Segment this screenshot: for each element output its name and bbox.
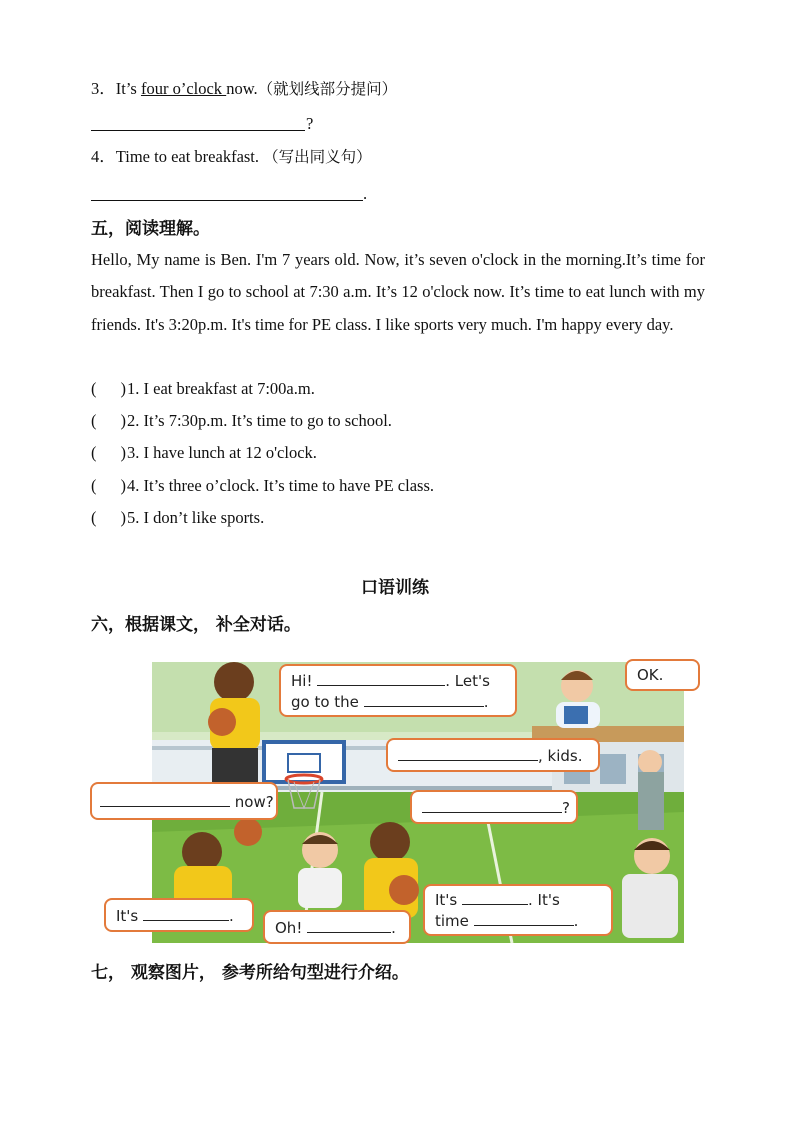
answer-line-3[interactable] bbox=[91, 130, 305, 131]
blank-place[interactable] bbox=[364, 692, 484, 707]
answer-end-4: . bbox=[363, 184, 368, 203]
blank-question[interactable] bbox=[422, 798, 562, 813]
answer-end-3: ? bbox=[306, 114, 314, 133]
answer-line-4[interactable] bbox=[91, 200, 363, 201]
speech-bubble-kids: , kids. bbox=[386, 738, 600, 772]
question-3: 3．It’s four o’clock now.（就划线部分提问） bbox=[91, 79, 398, 98]
blank-teacher[interactable] bbox=[398, 746, 538, 761]
tf-item-1[interactable]: ( )1. I eat breakfast at 7:00a.m. bbox=[91, 379, 315, 398]
blank-exclamation[interactable] bbox=[307, 918, 391, 933]
speech-bubble-now: now? bbox=[90, 782, 278, 820]
section-7-heading: 七， 观察图片， 参考所给句型进行介绍。 bbox=[91, 963, 409, 983]
dialogue-illustration bbox=[116, 662, 684, 943]
reading-passage: Hello, My name is Ben. I'm 7 years old. Now, it’s seven o'clock in the morning.It’s time for breakfast. Then I go to school at 7:30 a.m. It’s 12 o'clock now. It’s time to eat lunch with my friends. It's 3:20p.m. It's time for PE class. I like sports very much. I'm happy every day. bbox=[91, 250, 705, 334]
section-5-heading: 五，阅读理解。 bbox=[91, 219, 210, 239]
question-4: 4．Time to eat breakfast. （写出同义句） bbox=[91, 147, 372, 166]
oral-training-title: 口语训练 bbox=[361, 578, 429, 598]
tf-item-2[interactable]: ( )2. It’s 7:30p.m. It’s time to go to school. bbox=[91, 411, 392, 430]
tf-item-4[interactable]: ( )4. It’s three o’clock. It’s time to have PE class. bbox=[91, 476, 435, 495]
blank-question-time[interactable] bbox=[100, 792, 230, 807]
speech-bubble-its-time: It's . It's time . bbox=[423, 884, 613, 936]
speech-bubble-hi: Hi! . Let's go to the . bbox=[279, 664, 517, 717]
tf-item-5[interactable]: ( )5. I don’t like sports. bbox=[91, 508, 265, 527]
section-6-heading: 六，根据课文， 补全对话。 bbox=[91, 615, 301, 635]
blank-greeting[interactable] bbox=[317, 671, 445, 686]
speech-bubble-question: ? bbox=[410, 790, 578, 824]
speech-bubble-its: It's . bbox=[104, 898, 254, 932]
blank-time-answer[interactable] bbox=[143, 906, 229, 921]
tf-item-3[interactable]: ( )3. I have lunch at 12 o'clock. bbox=[91, 443, 317, 462]
blank-time[interactable] bbox=[462, 890, 528, 905]
underlined-phrase: four o’clock bbox=[140, 79, 227, 98]
blank-activity[interactable] bbox=[474, 911, 574, 926]
speech-bubble-ok: OK. bbox=[625, 659, 700, 691]
speech-bubble-oh: Oh! . bbox=[263, 910, 411, 944]
